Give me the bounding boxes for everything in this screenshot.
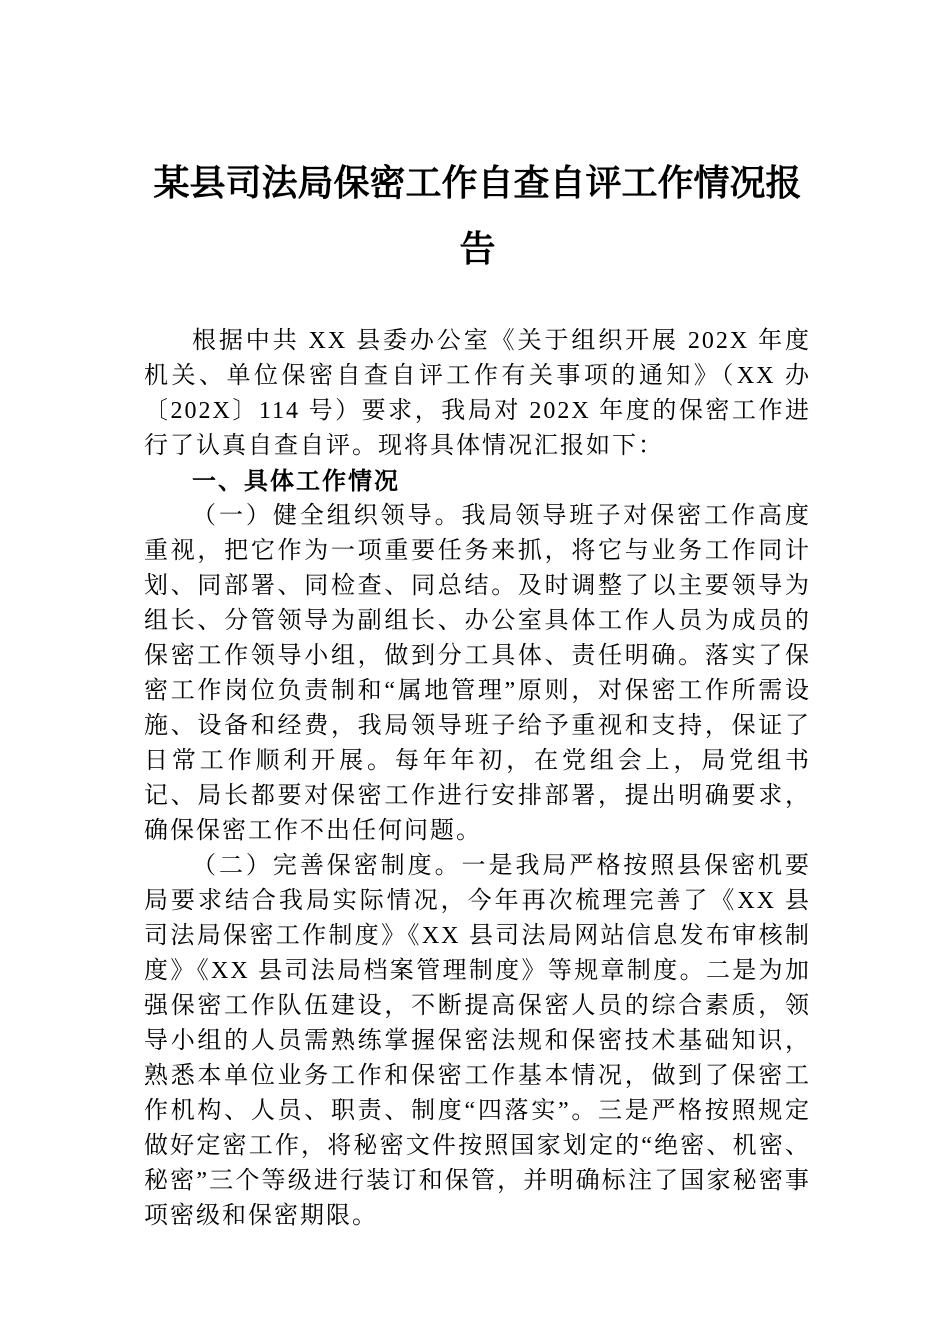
section-heading-work-situation: 一、具体工作情况 — [192, 468, 400, 495]
paragraph-secrecy-system: （二）完善保密制度。一是我局严格按照县保密机要局要求结合我局实际情况，今年再次梳理完善了《XX 县司法局保密工作制度》《XX 县司法局网站信息发布审核制度》《XX 县司法局档案管理制度》等规章制度。二是为加强保密工作队伍建设，不断提高保密人员的综合素质，领导小组的人员需熟练掌握保密法规和保密技术基础知识，熟悉本单位业务工作和保密工作基本情况，做到了保密工作机构、人员、职责、制度“四落实”。三是严格按照规定做好定密工作，将秘密文件按照国家划定的“绝密、机密、秘密”三个等级进行装订和保管，并明确标注了国家秘密事项密级和保密期限。 — [144, 853, 811, 1229]
document-title: 某县司法局保密工作自查自评工作情况报告 — [153, 163, 802, 269]
paragraph-org-leadership: （一）健全组织领导。我局领导班子对保密工作高度重视，把它作为一项重要任务来抓，将它与业务工作同计划、同部署、同检查、同总结。及时调整了以主要领导为组长、分管领导为副组长、办公室具体工作人员为成员的保密工作领导小组，做到分工具体、责任明确。落实了保密工作岗位负责制和“属地管理”原则，对保密工作所需设施、设备和经费，我局领导班子给予重视和支持，保证了日常工作顺利开展。每年年初，在党组会上，局党组书记、局长都要对保密工作进行安排部署，提出明确要求，确保保密工作不出任何问题。 — [144, 503, 811, 844]
intro-paragraph: 根据中共 XX 县委办公室《关于组织开展 202X 年度机关、单位保密自查自评工作有关事项的通知》（XX 办〔202X〕114 号）要求，我局对 202X 年度的保密工作进行了认真自查自评。现将具体情况汇报如下： — [144, 328, 811, 459]
